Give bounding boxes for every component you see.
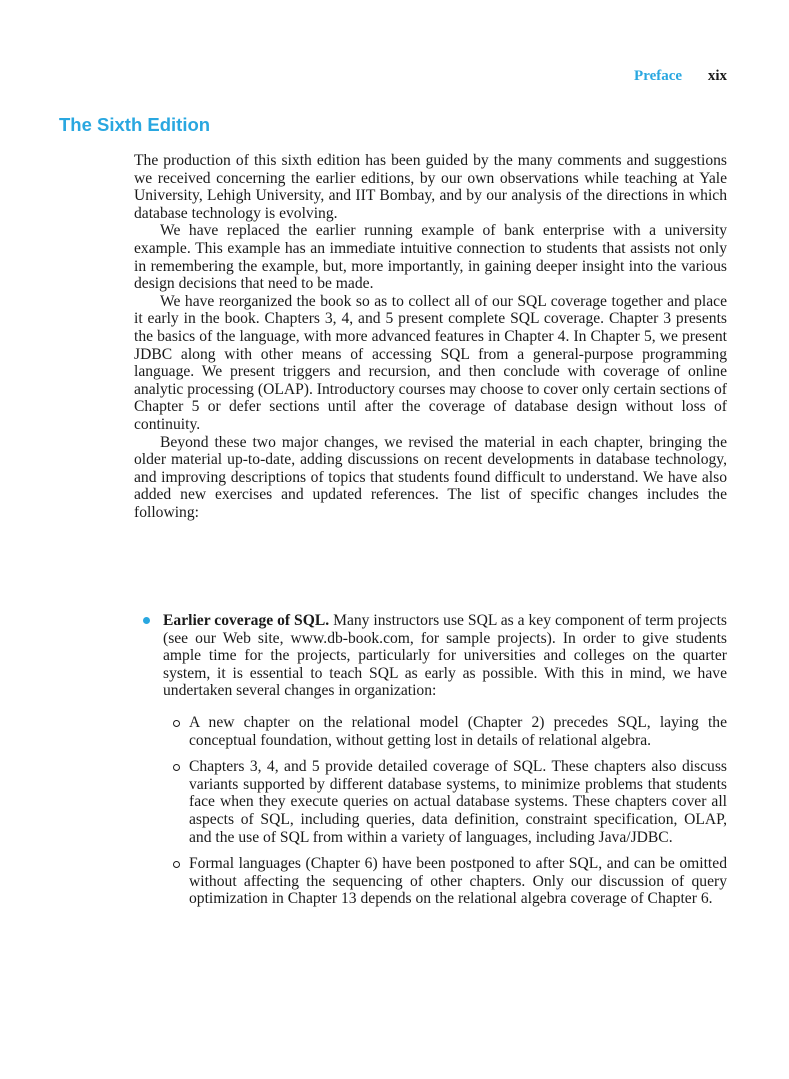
circle-bullet-icon: [173, 720, 180, 727]
sub-list-item: [163, 758, 727, 846]
sub-item-text: Formal languages (Chapter 6) have been postponed to after SQL, and can be omitted without affecting the sequencing of other chapters. Only our discussion of query optimization in Chapter 13 depends on the relational algebra coverage of Chapter 6.: [189, 855, 727, 908]
bullet-text: Many instructors use SQL as a key component of term projects (see our Web site, www.db-book.com, for sample projects). In order to give students ample time for the projects, particularly for universities and colleges on the quarter system, it is essential to teach SQL as early as possible. With this in mind, we have undertaken several changes in organization:: [163, 612, 727, 700]
circle-bullet-icon: [173, 764, 180, 771]
paragraph: We have replaced the earlier running example of bank enterprise with a university example. This example has an immediate intuitive connection to students that assists not only in remembering the example, but, more importantly, in gaining deeper insight into the various design decisions that need to be made.: [134, 222, 727, 293]
bullet-heading: Earlier coverage of SQL.: [163, 612, 330, 629]
paragraph: The production of this sixth edition has been guided by the many comments and suggestions we received concerning the earlier editions, by our own observations while teaching at Yale University, Lehigh University, and IIT Bombay, and by our analysis of the directions in which database technology is evolving.: [134, 152, 727, 222]
list-item: [134, 612, 727, 908]
sub-list-item: [163, 855, 727, 908]
body-text: [134, 152, 727, 521]
sub-list: [163, 714, 727, 908]
paragraph: We have reorganized the book so as to collect all of our SQL coverage together and place it early in the book. Chapters 3, 4, and 5 present complete SQL coverage. Chapter 3 presents the basics of the language, with more advanced features in Chapter 4. In Chapter 5, we present JDBC along with other means of accessing SQL from a general-purpose programming language. We present triggers and recursion, and then conclude with coverage of online analytic processing (OLAP). Introductory courses may choose to cover only certain sections of Chapter 5 or defer sections until after the coverage of database design without loss of continuity.: [134, 292, 727, 433]
section-title: The Sixth Edition: [59, 114, 211, 135]
bullet-icon: [143, 617, 150, 624]
sub-item-text: A new chapter on the relational model (Chapter 2) precedes SQL, laying the conceptual foundation, without getting lost in details of relational algebra.: [189, 713, 727, 749]
sub-item-text: Chapters 3, 4, and 5 provide detailed coverage of SQL. These chapters also discuss variants supported by different database systems, to minimize problems that students face when they execute queries on actual database systems. These chapters cover all aspects of SQL, including queries, data definition, constraint specification, OLAP, and the use of SQL from within a variety of languages, including Java/JDBC.: [189, 758, 727, 846]
circle-bullet-icon: [173, 861, 180, 868]
page-number: xix: [707, 68, 727, 84]
running-head: [634, 68, 727, 85]
sub-list-item: [163, 714, 727, 749]
changes-list: [134, 612, 727, 917]
paragraph: Beyond these two major changes, we revised the material in each chapter, bringing the older material up-to-date, adding discussions on recent developments in database technology, and improving descriptions of topics that students found difficult to understand. We have also added new exercises and updated references. The list of specific changes includes the following:: [134, 433, 727, 521]
running-head-chapter: Preface: [634, 68, 683, 84]
